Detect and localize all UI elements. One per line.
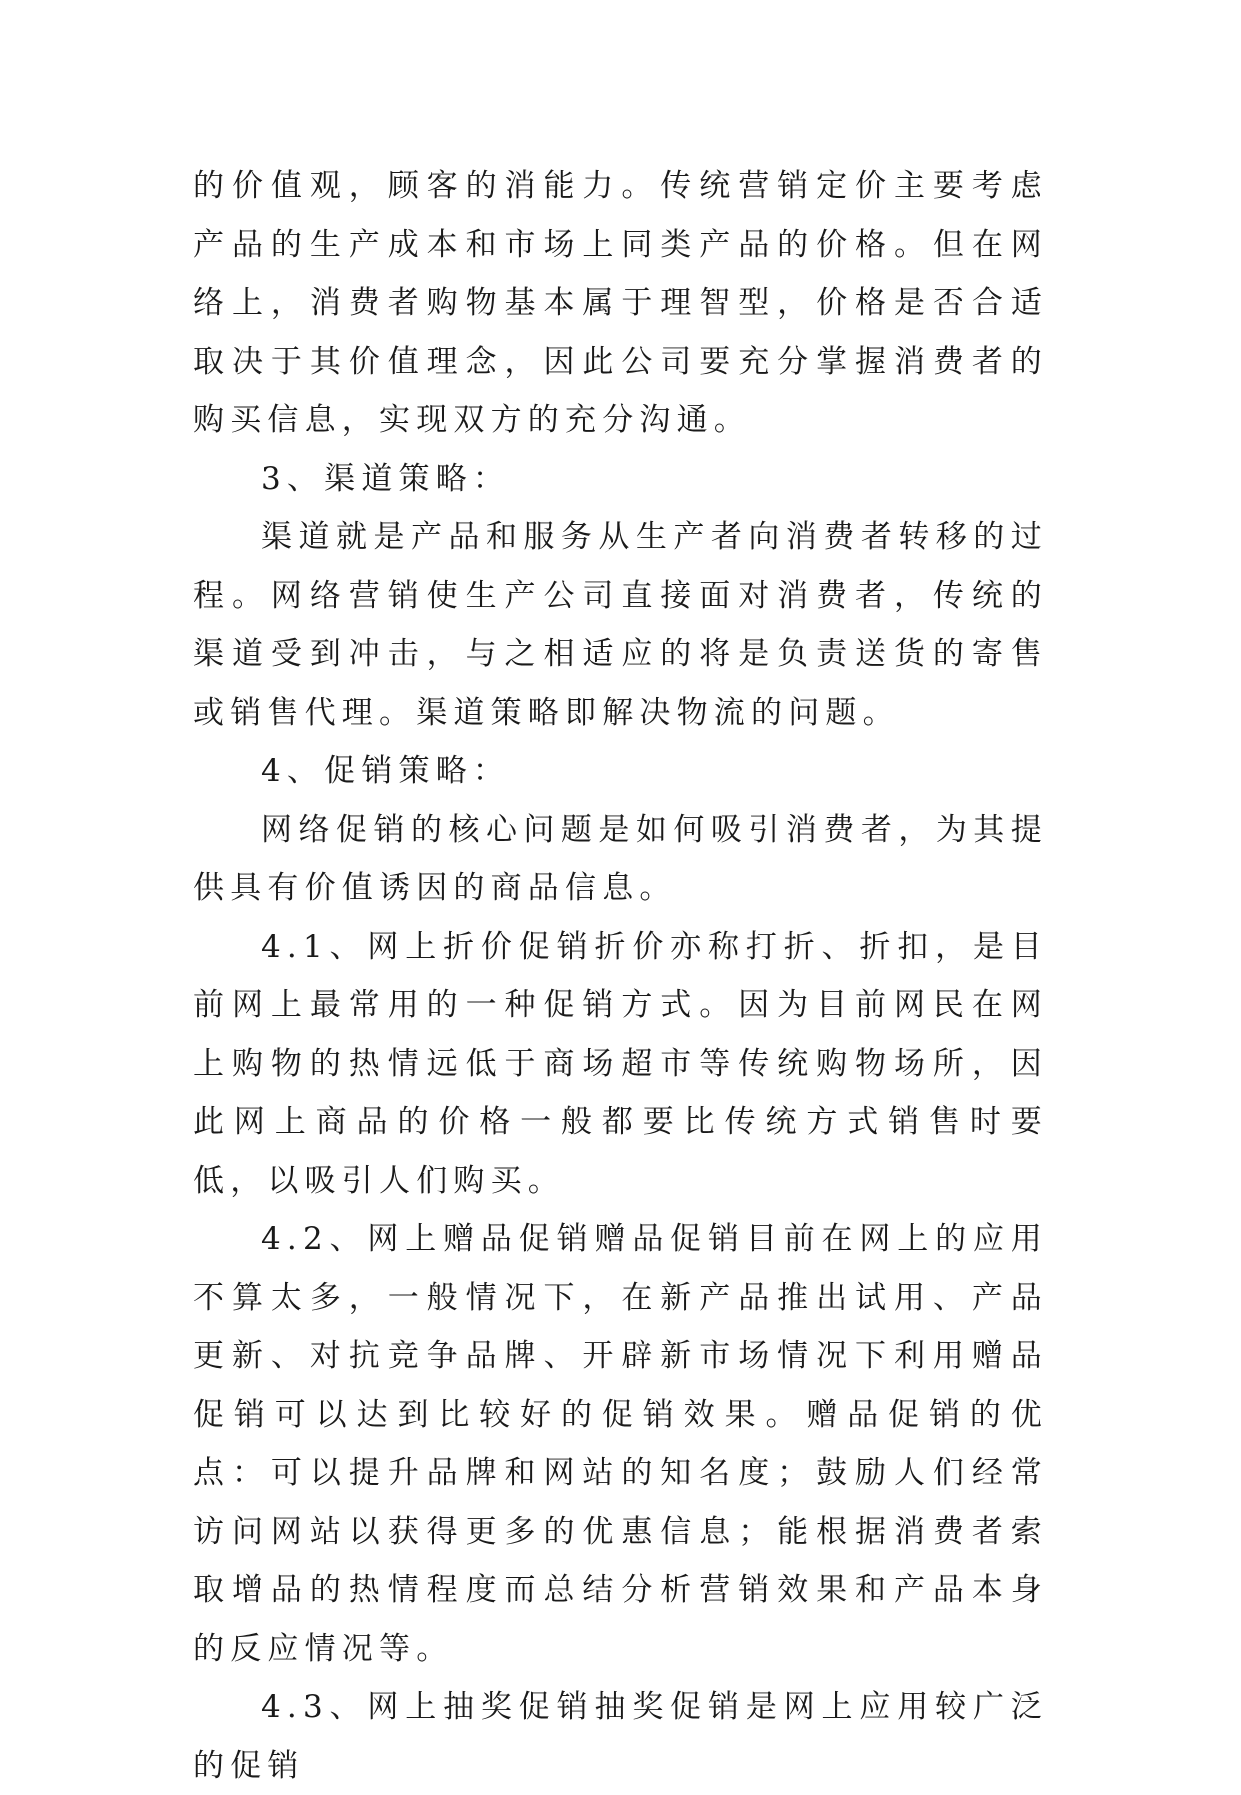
paragraph-discount-promotion: 4.1、网上折价促销折价亦称打折、折扣，是目前网上最常用的一种促销方式。因为目前网民在网上购物的热情远低于商场超市等传统购物场所，因此网上商品的价格一般都要比传统方式销售时要低，以吸引人们购买。 xyxy=(193,928,1048,1199)
paragraph-promotion-intro: 网络促销的核心问题是如何吸引消费者，为其提供具有价值诱因的商品信息。 xyxy=(193,811,1048,906)
paragraph-gift-promotion: 4.2、网上赠品促销赠品促销目前在网上的应用不算太多，一般情况下，在新产品推出试用、产品更新、对抗竞争品牌、开辟新市场情况下利用赠品促销可以达到比较好的促销效果。赠品促销的优点：可以提升品牌和网站的知名度；鼓励人们经常访问网站以获得更多的优惠信息；能根据消费者索取增品的热情程度而总结分析营销效果和产品本身的反应情况等。 xyxy=(193,1221,1048,1667)
paragraph-pricing-continued: 的价值观，顾客的消能力。传统营销定价主要考虑产品的生产成本和市场上同类产品的价格。但在网络上，消费者购物基本属于理智型，价格是否合适取决于其价值理念，因此公司要充分掌握消费者的购买信息，实现双方的充分沟通。 xyxy=(193,168,1048,438)
heading-promotion-strategy: 4、促销策略： xyxy=(261,753,511,789)
heading-channel-strategy: 3、渠道策略： xyxy=(261,460,511,497)
paragraph-lottery-promotion: 4.3、网上抽奖促销抽奖促销是网上应用较广泛的促销 xyxy=(193,1689,1048,1784)
paragraph-channel-strategy: 渠道就是产品和服务从生产者向消费者转移的过程。网络营销使生产公司直接面对消费者，传统的渠道受到冲击，与之相适应的将是负责送货的寄售或销售代理。渠道策略即解决物流的问题。 xyxy=(193,519,1048,731)
